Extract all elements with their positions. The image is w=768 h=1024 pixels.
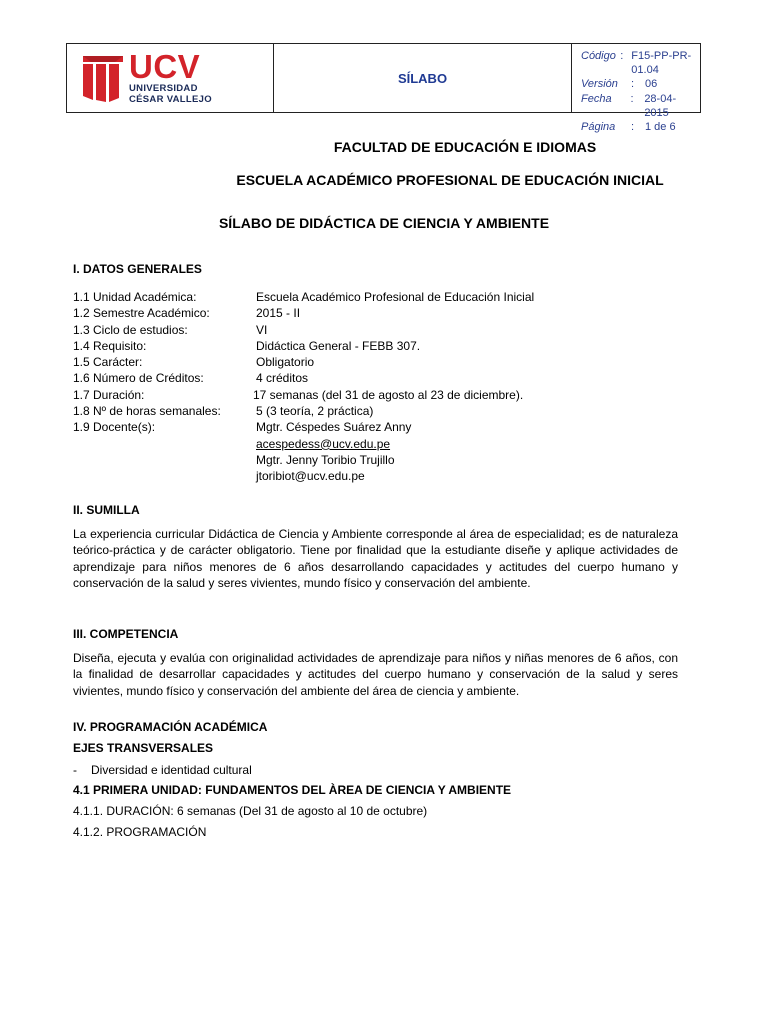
field-value: Didáctica General - FEBB 307. [256,338,421,353]
field-value: 5 (3 teoría, 2 práctica) [256,404,374,419]
meta-value: 1 de 6 [645,121,676,134]
section-heading-programacion: IV. PROGRAMACIÓN ACADÉMICA [73,720,268,734]
meta-value: 28-04-2015 [644,92,677,119]
meta-key: Versión [581,78,618,91]
field-value: Obligatorio [256,355,315,370]
programacion-line: 4.1.2. PROGRAMACIÓN [73,825,207,839]
section-heading-competencia: III. COMPETENCIA [73,627,179,641]
duracion-line: 4.1.1. DURACIÓN: 6 semanas (Del 31 de agosto al 10 de octubre) [73,804,428,818]
sumilla-text: La experiencia curricular Didáctica de Ciencia y Ambiente corresponde al área de especialidad; es de naturaleza teórico-práctica y de carácter obligatorio. Tiene por finalidad que la estudiante diseñe y aplique actividades de aprendizaje para niños menores de 6 años desarrollando capacidades y actitudes del cuerpo humano y conservación de la salud y seres vivientes, mundo físico y conservación del ambiente. [73,527,678,590]
ucv-logo [67,44,274,112]
eje-item: Diversidad e identidad cultural [91,763,252,777]
field-value: 2015 - II [256,306,301,321]
field-value: Mgtr. Jenny Toribio Trujillo [256,452,395,467]
email-link[interactable]: acespedess@ucv.edu.pe [256,436,391,451]
field-label: 1.9 Docente(s): [73,420,156,435]
field-value: Mgtr. Céspedes Suárez Anny [256,420,412,435]
header-title-cell [274,44,572,112]
meta-sep: : [631,78,635,91]
field-label: 1.6 Número de Créditos: [73,371,204,386]
section-heading-datos-generales: I. DATOS GENERALES [73,262,202,276]
field-label: 1.4 Requisito: [73,338,147,353]
logo-line-1: UNIVERSIDAD [129,83,198,94]
document-header [66,43,701,134]
meta-sep: : [631,121,635,134]
field-label: 1.1 Unidad Académica: [73,290,197,304]
faculty-title: FACULTAD DE EDUCACIÓN E IDIOMAS [333,139,597,155]
unidad-heading [73,783,511,797]
competencia-text: Diseña, ejecuta y evalúa con originalidad actividades de aprendizaje para niños y niñas menores de 6 años, con la finalidad de desarrollar capacidades y actitudes del cuerpo humano y conservación de la salud y seres vivientes, mundo físico y conservación del ambiente del área de ciencia y ambiente. [73,651,678,698]
meta-key: Fecha [581,92,612,105]
meta-row-fecha [581,92,700,120]
logo-brand: UCV [129,48,201,85]
header-title: SÍLABO [397,70,448,86]
meta-row-version [581,77,700,91]
meta-value: F15-PP-PR-01.04 [631,50,692,77]
eje-bullet: - [73,763,77,777]
meta-sep: : [620,50,624,62]
field-label: 1.2 Semestre Académico: [73,306,210,321]
document-meta [572,44,700,134]
field-label: 1.8 Nº de horas semanales: [73,404,221,419]
field-value: 17 semanas (del 31 de agosto al 23 de diciembre). [253,387,524,402]
field-value: 4 créditos [256,371,309,386]
meta-key: Página [581,121,616,134]
meta-row-codigo [581,49,700,77]
meta-row-pagina [581,120,700,134]
logo-line-2: CÉSAR VALLEJO [129,93,212,105]
meta-key: Código [581,50,616,62]
ucv-emblem-icon [79,52,127,109]
section-heading-sumilla: II. SUMILLA [73,503,140,517]
field-label: 1.3 Ciclo de estudios: [73,322,188,337]
school-title: ESCUELA ACADÉMICO PROFESIONAL DE EDUCACIÓN INICIAL [236,172,664,188]
ejes-heading: EJES TRANSVERSALES [73,741,214,755]
unidad-prefix: 4.1 PRIMERA UNIDAD [73,783,198,797]
field-value: jtoribiot@ucv.edu.pe [256,469,365,484]
syllabus-title: SÍLABO DE DIDÁCTICA DE CIENCIA Y AMBIENTE [218,215,550,231]
field-label: 1.7 Duración: [73,387,145,402]
field-label: 1.5 Carácter: [73,355,143,370]
unidad-title: : FUNDAMENTOS DEL ÀREA DE CIENCIA Y AMBIENTE [197,783,512,797]
field-value: Escuela Académico Profesional de Educación Inicial [256,290,535,304]
field-value: VI [256,322,268,337]
meta-value: 06 [645,78,658,91]
meta-sep: : [630,92,634,105]
